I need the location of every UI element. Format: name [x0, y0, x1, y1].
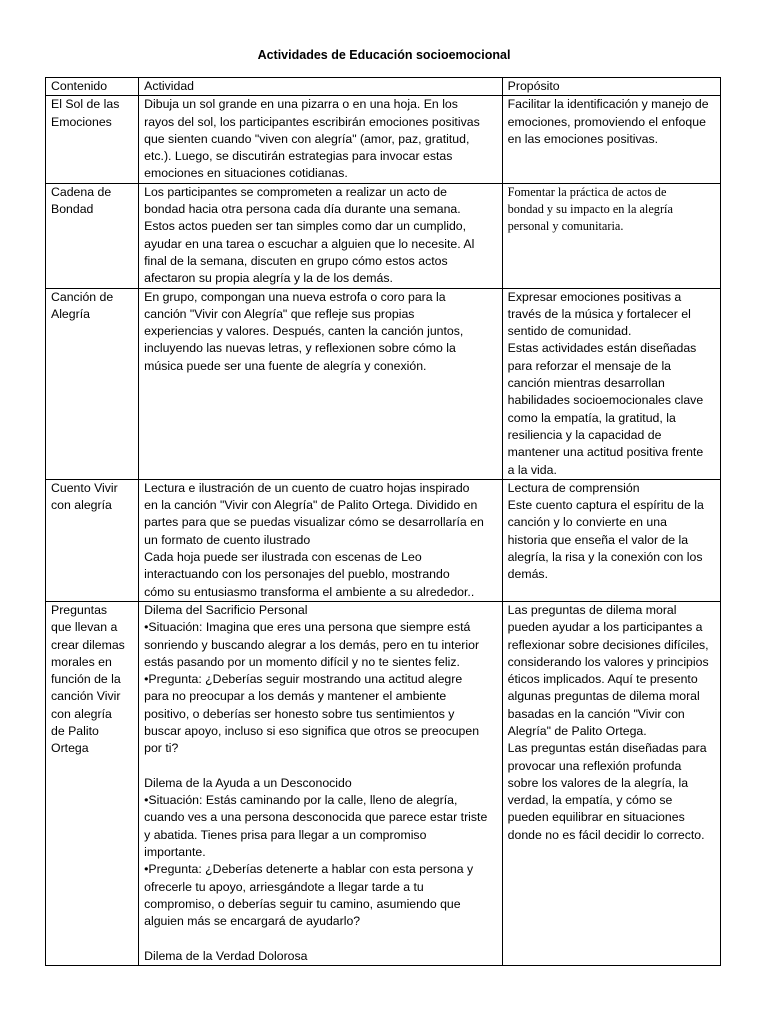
- table-row: [46, 601, 721, 965]
- text-line: resiliencia y la capacidad de: [507, 427, 662, 442]
- text-line: música puede ser una fuente de alegría y conexión.: [144, 358, 427, 373]
- purpose-cell: [502, 183, 720, 288]
- text-line: en las emociones positivas.: [507, 131, 659, 146]
- blank-line: [144, 758, 497, 775]
- table-row: [46, 288, 721, 479]
- text-line: En grupo, compongan una nueva estrofa o coro para la: [144, 289, 446, 304]
- purpose-cell: [502, 96, 720, 183]
- activity-cell: [139, 479, 503, 601]
- text-line: importante.: [144, 845, 206, 860]
- text-line: basadas en la canción "Vivir con: [507, 706, 685, 721]
- text-line: Estas actividades están diseñadas: [507, 341, 697, 356]
- text-line: Preguntas: [51, 602, 108, 617]
- text-line: emociones en situaciones cotidianas.: [144, 166, 348, 181]
- text-line: un formato de cuento ilustrado: [144, 532, 311, 547]
- text-line: Lectura de comprensión: [507, 480, 640, 495]
- table-row: [46, 183, 721, 288]
- text-line: Bondad: [51, 202, 94, 217]
- text-line: interactuando con los personajes del pueblo, mostrando: [144, 567, 450, 582]
- text-line: Dibuja un sol grande en una pizarra o en una hoja. En los: [144, 97, 458, 112]
- purpose-cell: [502, 288, 720, 479]
- text-line: a la vida.: [507, 462, 557, 477]
- text-line: compromiso, o deberías seguir tu camino, asumiendo que: [144, 896, 461, 911]
- text-line: canción y lo convierte en una: [507, 515, 667, 530]
- text-line: crear dilemas: [51, 637, 125, 652]
- text-line: sentido de comunidad.: [507, 324, 632, 339]
- text-line: Cuento Vivir: [51, 480, 118, 495]
- table-row: [46, 96, 721, 183]
- text-line: Alegría" de Palito Ortega.: [507, 723, 647, 738]
- text-line: Los participantes se comprometen a realizar un acto de: [144, 184, 447, 199]
- text-line: Facilitar la identificación y manejo de: [507, 97, 709, 112]
- text-line: algunas preguntas de dilema moral: [507, 689, 700, 704]
- text-line: pueden ayudar a los participantes a: [507, 620, 703, 635]
- text-line: de Palito: [51, 723, 99, 738]
- table-body: [46, 78, 721, 966]
- text-line: verdad, la empatía, y cómo se: [507, 793, 673, 808]
- table-row: [46, 479, 721, 601]
- blank-line: [144, 931, 497, 948]
- text-line: con alegría: [51, 706, 112, 721]
- text-line: donde no es fácil decidir lo correcto.: [507, 827, 705, 842]
- text-line: •Pregunta: ¿Deberías seguir mostrando una actitud alegre: [144, 672, 463, 687]
- text-line: cómo su entusiasmo transforma el ambiente a su alrededor..: [144, 584, 475, 599]
- text-line: alguien más se encargará de ayudarlo?: [144, 914, 361, 929]
- text-line: positivo, o deberías ser honesto sobre tus sentimientos y: [144, 706, 455, 721]
- text-line: éticos implicados. Aquí te presento: [507, 672, 698, 687]
- text-line: que llevan a: [51, 620, 118, 635]
- content-cell: [46, 479, 139, 601]
- text-line: experiencias y valores. Después, canten la canción juntos,: [144, 324, 464, 339]
- text-line: y abatida. Tienes prisa para llegar a un compromiso: [144, 827, 427, 842]
- text-line: •Situación: Estás caminando por la calle, lleno de alegría,: [144, 793, 458, 808]
- activity-cell: [139, 601, 503, 965]
- text-line: •Situación: Imagina que eres una persona que siempre está: [144, 620, 471, 635]
- text-line: Lectura e ilustración de un cuento de cuatro hojas inspirado: [144, 480, 470, 495]
- text-line: estás pasando por un momento difícil y no te sientes feliz.: [144, 654, 460, 669]
- text-line: Expresar emociones positivas a: [507, 289, 682, 304]
- text-line: pueden equilibrar en situaciones: [507, 810, 685, 825]
- text-line: como la empatía, la gratitud, la: [507, 410, 676, 425]
- content-cell: [46, 183, 139, 288]
- table-header-row: [46, 78, 721, 96]
- purpose-cell: [502, 601, 720, 965]
- activity-cell: [139, 288, 503, 479]
- text-line: bondad y su impacto en la alegría: [507, 202, 673, 217]
- text-line: Dilema de la Verdad Dolorosa: [144, 948, 308, 963]
- text-line: ofrecerle tu apoyo, arriesgándote a llegar tarde a tu: [144, 879, 424, 894]
- text-line: Las preguntas están diseñadas para: [507, 741, 707, 756]
- text-line: Emociones: [51, 114, 112, 129]
- text-line: habilidades socioemocionales clave: [507, 393, 704, 408]
- content-cell: [46, 601, 139, 965]
- header-purpose: Propósito: [502, 78, 720, 96]
- text-line: alegría, la risa y la conexión con los: [507, 550, 703, 565]
- text-line: Estos actos pueden ser tan simples como dar un cumplido,: [144, 219, 467, 234]
- text-line: incluyendo las nuevas letras, y reflexionen sobre cómo la: [144, 341, 456, 356]
- text-line: canción Vivir: [51, 689, 121, 704]
- text-line: final de la semana, discuten en grupo cómo estos actos: [144, 253, 448, 268]
- text-line: Este cuento captura el espíritu de la: [507, 498, 704, 513]
- text-line: afectaron su propia alegría y la de los demás.: [144, 271, 393, 286]
- text-line: provocar una reflexión profunda: [507, 758, 682, 773]
- text-line: Alegría: [51, 306, 90, 321]
- activity-cell: [139, 96, 503, 183]
- text-line: buscar apoyo, incluso si eso significa que otros se preocupen: [144, 723, 480, 738]
- text-line: El Sol de las: [51, 97, 120, 112]
- text-line: emociones, promoviendo el enfoque: [507, 114, 706, 129]
- text-line: en la canción "Vivir con Alegría" de Palito Ortega. Dividido en: [144, 498, 478, 513]
- text-line: •Pregunta: ¿Deberías detenerte a hablar con esta persona y: [144, 862, 474, 877]
- text-line: historia que enseña el valor de la: [507, 532, 689, 547]
- text-line: Ortega: [51, 741, 89, 756]
- text-line: morales en: [51, 654, 112, 669]
- text-line: para no preocupar a los demás y mantener el ambiente: [144, 689, 447, 704]
- header-activity: Actividad: [139, 78, 503, 96]
- text-line: través de la música y fortalecer el: [507, 306, 691, 321]
- text-line: Las preguntas de dilema moral: [507, 602, 677, 617]
- text-line: bondad hacia otra persona cada día durante una semana.: [144, 202, 461, 217]
- text-line: por ti?: [144, 741, 179, 756]
- text-line: considerando los valores y principios: [507, 654, 709, 669]
- text-line: sobre los valores de la alegría, la: [507, 775, 689, 790]
- activities-table: [45, 77, 721, 966]
- text-line: mantener una actitud positiva frente: [507, 445, 704, 460]
- text-line: función de la: [51, 672, 121, 687]
- text-line: Dilema de la Ayuda a un Desconocido: [144, 775, 352, 790]
- text-line: Canción de: [51, 289, 114, 304]
- activity-cell: [139, 183, 503, 288]
- text-line: demás.: [507, 567, 548, 582]
- text-line: canción "Vivir con Alegría" que refleje sus propias: [144, 306, 415, 321]
- content-cell: [46, 96, 139, 183]
- text-line: Dilema del Sacrificio Personal: [144, 602, 308, 617]
- text-line: personal y comunitaria.: [507, 219, 624, 234]
- content-cell: [46, 288, 139, 479]
- text-line: Cada hoja puede ser ilustrada con escenas de Leo: [144, 550, 422, 565]
- text-line: canción mientras desarrollan: [507, 376, 665, 391]
- text-line: que sienten cuando "viven con alegría" (amor, paz, gratitud,: [144, 131, 470, 146]
- purpose-cell: [502, 479, 720, 601]
- text-line: partes para que se puedas visualizar cómo se desarrollaría en: [144, 515, 484, 530]
- text-line: con alegría: [51, 498, 112, 513]
- text-line: sonriendo y buscando alegrar a los demás, pero en tu interior: [144, 637, 480, 652]
- document-title: Actividades de Educación socioemocional: [257, 48, 511, 62]
- text-line: Fomentar la práctica de actos de: [507, 184, 667, 199]
- text-line: etc.). Luego, se discutirán estrategias para invocar estas: [144, 149, 453, 164]
- header-content: Contenido: [46, 78, 139, 96]
- text-line: ayudar en una tarea o escuchar a alguien que lo necesite. Al: [144, 236, 475, 251]
- text-line: Cadena de: [51, 184, 112, 199]
- text-line: reflexionar sobre decisiones difíciles,: [507, 637, 709, 652]
- text-line: rayos del sol, los participantes escribirán emociones positivas: [144, 114, 480, 129]
- text-line: para reforzar el mensaje de la: [507, 358, 672, 373]
- text-line: cuando ves a una persona desconocida que parece estar triste: [144, 810, 488, 825]
